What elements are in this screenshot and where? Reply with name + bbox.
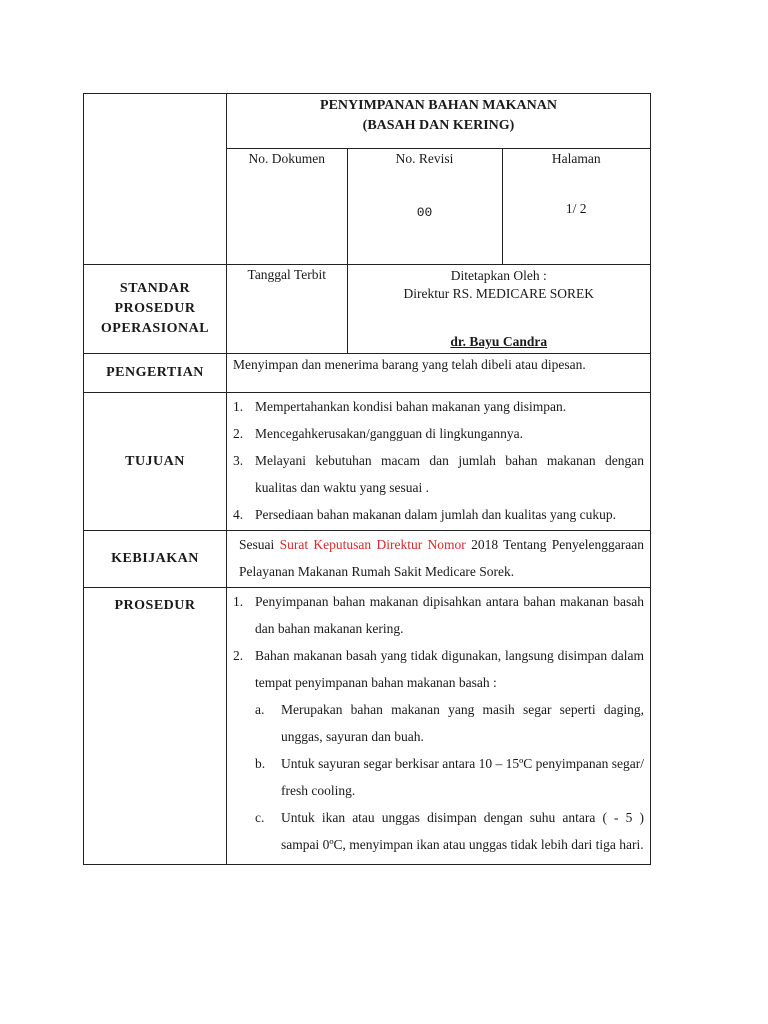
logo-cell	[84, 94, 227, 265]
signatory-name: dr. Bayu Candra	[450, 334, 548, 349]
halaman-value: 1/ 2	[565, 201, 587, 216]
sub-list-marker: b.	[255, 756, 266, 771]
sop-table	[83, 93, 651, 865]
prosedur-list	[233, 588, 644, 696]
sub-list-marker: a.	[255, 702, 265, 717]
kebijakan-row	[84, 531, 651, 588]
ditetapkan-label: Ditetapkan Oleh :	[450, 268, 547, 283]
list-number: 2.	[233, 426, 244, 441]
no-revisi-cell	[347, 149, 502, 264]
document-title	[227, 94, 651, 149]
header-row	[84, 94, 651, 149]
list-item: 2. Mencegahkerusakan/gangguan di lingkungannya.	[233, 420, 644, 447]
sub-list-item: c. Untuk ikan atau unggas disimpan dengan suhu antara ( - 5 ) sampai 0ºC, menyimpan ikan atau unggas tidak lebih dari tiga hari.	[233, 804, 644, 858]
no-revisi-value: 00	[416, 205, 433, 220]
tanggal-terbit-label: Tanggal Terbit	[227, 265, 347, 353]
no-dokumen-label: No. Dokumen	[248, 151, 325, 166]
prosedur-sublist	[233, 696, 644, 858]
doc-info-cell	[227, 149, 651, 265]
list-number: 1.	[233, 399, 244, 414]
kebijakan-text	[227, 531, 651, 588]
issued-grid	[227, 265, 650, 353]
pengertian-text: Menyimpan dan menerima barang yang telah dibeli atau dipesan.	[227, 354, 651, 393]
prosedur-row	[84, 588, 651, 865]
list-item: 4. Persediaan bahan makanan dalam jumlah dan kualitas yang cukup.	[233, 501, 644, 528]
list-number: 2.	[233, 648, 244, 663]
no-dokumen-cell	[227, 149, 347, 264]
prosedur-content	[227, 588, 651, 865]
list-item: 2. Bahan makanan basah yang tidak digunakan, langsung disimpan dalam tempat penyimpanan bahan makanan basah :	[233, 642, 644, 696]
list-number: 4.	[233, 507, 244, 522]
doc-info-grid	[227, 149, 650, 264]
sop-label-line-3: OPERASIONAL	[100, 321, 210, 336]
list-item: 1. Mempertahankan kondisi bahan makanan yang disimpan.	[233, 393, 644, 420]
sub-list-marker: c.	[255, 810, 265, 825]
direktur-label: Direktur RS. MEDICARE SOREK	[403, 286, 594, 301]
pengertian-row	[84, 354, 651, 393]
no-revisi-label: No. Revisi	[395, 151, 454, 166]
tujuan-list	[233, 393, 644, 528]
sop-label-line-2: PROSEDUR	[114, 301, 196, 316]
halaman-cell	[502, 149, 650, 264]
kebijakan-prefix: Sesuai	[239, 537, 275, 552]
tujuan-row	[84, 393, 651, 531]
kebijakan-suffix: 2018 Tentang Penyelenggaraan Pelayanan Makanan Rumah Sakit Medicare Sorek.	[239, 537, 644, 579]
list-number: 3.	[233, 453, 244, 468]
title-line-2: (BASAH DAN KERING)	[362, 118, 515, 133]
sop-label	[84, 265, 227, 354]
issued-row	[84, 265, 651, 354]
list-item: 1. Penyimpanan bahan makanan dipisahkan antara bahan makanan basah dan bahan makanan kering.	[233, 588, 644, 642]
ditetapkan-cell	[347, 265, 650, 353]
issued-cell	[227, 265, 651, 354]
kebijakan-decree-reference: Surat Keputusan Direktur Nomor	[279, 537, 466, 552]
title-line-1: PENYIMPANAN BAHAN MAKANAN	[320, 98, 557, 113]
list-number: 1.	[233, 594, 244, 609]
tujuan-label: TUJUAN	[84, 393, 227, 531]
tujuan-content	[227, 393, 651, 531]
sop-label-line-1: STANDAR	[119, 281, 191, 296]
list-item: 3. Melayani kebutuhan macam dan jumlah bahan makanan dengan kualitas dan waktu yang sesuai .	[233, 447, 644, 501]
sub-list-item: a. Merupakan bahan makanan yang masih segar seperti daging, unggas, sayuran dan buah.	[233, 696, 644, 750]
prosedur-label: PROSEDUR	[84, 588, 227, 865]
kebijakan-label: KEBIJAKAN	[84, 531, 227, 588]
halaman-label: Halaman	[551, 151, 601, 166]
sub-list-item: b. Untuk sayuran segar berkisar antara 10 – 15ºC penyimpanan segar/ fresh cooling.	[233, 750, 644, 804]
pengertian-label: PENGERTIAN	[84, 354, 227, 393]
